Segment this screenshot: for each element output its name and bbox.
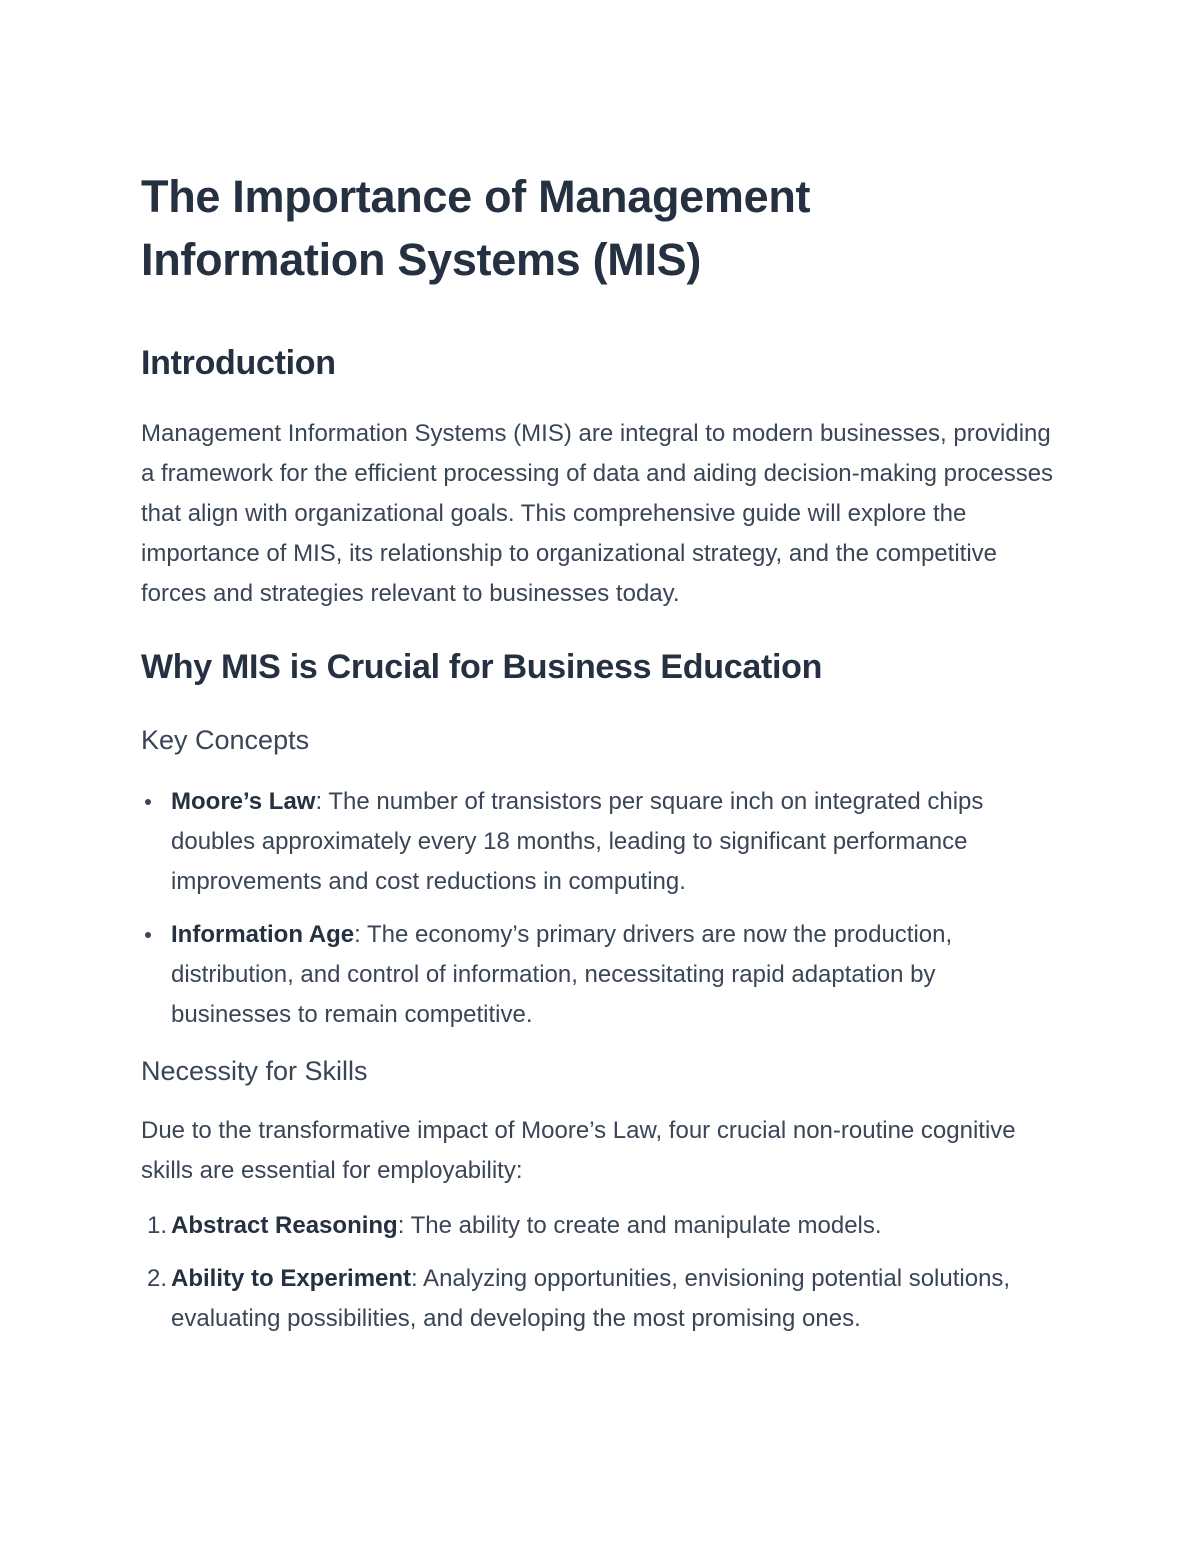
list-item <box>141 1206 1061 1246</box>
list-item <box>141 915 1061 1035</box>
list-item-number: 2. <box>147 1265 168 1292</box>
list-item-text: : The number of transistors per square inch on integrated chips doubles approximately every 18 months, leading to significant performance improvements and cost reductions in computing. <box>171 788 984 895</box>
why-mis-heading: Why MIS is Crucial for Business Education <box>141 648 823 686</box>
document-page <box>141 165 1061 1339</box>
key-concepts-heading: Key Concepts <box>141 725 310 755</box>
key-concepts-list <box>141 782 1061 1035</box>
list-item-term: Moore’s Law <box>171 788 316 815</box>
list-item-text: : Analyzing opportunities, envisioning potential solutions, evaluating possibilities, and developing the most promising ones. <box>171 1265 1011 1332</box>
list-item-text: : The economy’s primary drivers are now the production, distribution, and control of information, necessitating rapid adaptation by businesses to remain competitive. <box>171 921 953 1028</box>
skills-list <box>141 1206 1061 1339</box>
bullet-icon <box>145 932 151 938</box>
list-item-term: Ability to Experiment <box>171 1265 412 1292</box>
list-item <box>141 782 1061 902</box>
list-item-number: 1. <box>147 1212 168 1239</box>
list-item <box>141 1259 1061 1339</box>
list-item-text: : The ability to create and manipulate models. <box>397 1212 882 1239</box>
introduction-heading: Introduction <box>141 344 336 382</box>
introduction-paragraph: Management Information Systems (MIS) are integral to modern businesses, providing a framework for the efficient processing of data and aiding decision-making processes that align with organizational goals. This comprehensive guide will explore the importance of MIS, its relationship to organizational strategy, and the competitive forces and strategies relevant to businesses today. <box>141 420 1054 607</box>
list-item-term: Information Age <box>171 921 355 948</box>
bullet-icon <box>145 799 151 805</box>
list-item-term: Abstract Reasoning <box>171 1212 398 1239</box>
skills-heading: Necessity for Skills <box>141 1056 368 1086</box>
document-title: The Importance of Management Information Systems (MIS) <box>141 171 811 285</box>
skills-paragraph: Due to the transformative impact of Moore’s Law, four crucial non-routine cognitive skills are essential for employability: <box>141 1117 1016 1184</box>
